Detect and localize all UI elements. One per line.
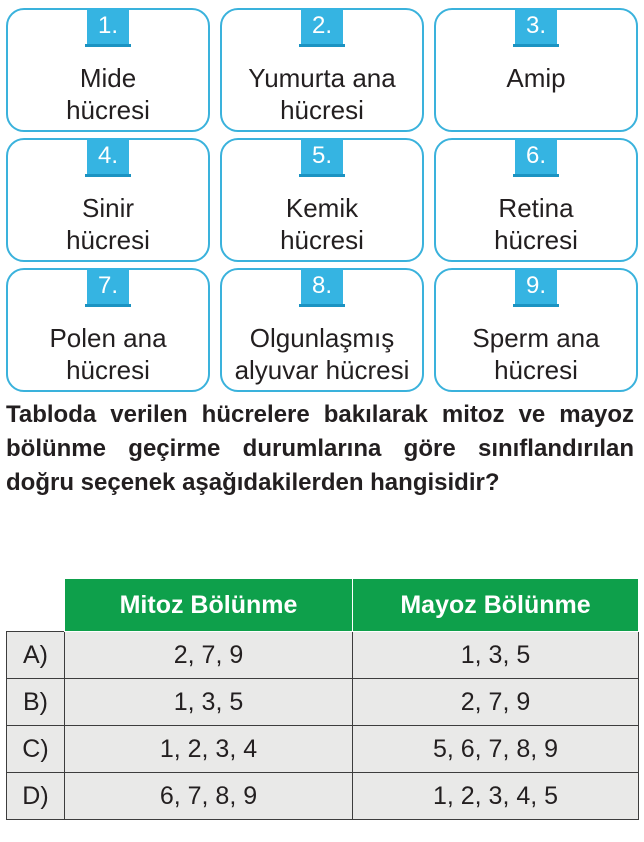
cell-name: Retina hücresi <box>494 193 578 255</box>
options-table <box>6 578 639 820</box>
cell-card <box>6 8 210 132</box>
option-mayoz-value: 1, 2, 3, 4, 5 <box>353 773 639 820</box>
option-row-c[interactable] <box>7 726 639 773</box>
cell-number-badge: 4. <box>87 138 129 174</box>
option-mitoz-value: 6, 7, 8, 9 <box>65 773 353 820</box>
cell-name: Yumurta ana hücresi <box>248 63 396 125</box>
cell-name: Sinir hücresi <box>66 193 150 255</box>
cell-name: Mide hücresi <box>66 63 150 125</box>
cell-number-badge: 2. <box>301 8 343 44</box>
cell-number-badge: 8. <box>301 268 343 304</box>
cell-card <box>6 138 210 262</box>
options-header-row <box>7 579 639 632</box>
question-text: Tabloda verilen hücrelere bakılarak mitoz ve mayoz bölünme geçirme durumlarına göre sınıflandırılan doğru seçenek aşağıdakilerden hangisidir? <box>6 401 634 496</box>
option-mitoz-value: 1, 2, 3, 4 <box>65 726 353 773</box>
cell-card <box>220 138 424 262</box>
cell-number-badge: 6. <box>515 138 557 174</box>
cell-number-badge: 7. <box>87 268 129 304</box>
cell-card <box>434 138 638 262</box>
option-row-d[interactable] <box>7 773 639 820</box>
option-letter[interactable]: C) <box>7 726 65 773</box>
cell-card <box>220 268 424 392</box>
option-letter[interactable]: D) <box>7 773 65 820</box>
option-mayoz-value: 5, 6, 7, 8, 9 <box>353 726 639 773</box>
option-letter[interactable]: B) <box>7 679 65 726</box>
cell-name: Kemik hücresi <box>280 193 364 255</box>
cell-number-badge: 3. <box>515 8 557 44</box>
cell-name: Olgunlaşmış alyuvar hücresi <box>234 323 410 385</box>
cell-grid <box>6 8 638 392</box>
cell-number-badge: 1. <box>87 8 129 44</box>
option-mitoz-value: 2, 7, 9 <box>65 632 353 679</box>
option-mayoz-value: 2, 7, 9 <box>353 679 639 726</box>
header-blank-cell <box>7 579 65 632</box>
option-letter[interactable]: A) <box>7 632 65 679</box>
option-row-a[interactable] <box>7 632 639 679</box>
option-row-b[interactable] <box>7 679 639 726</box>
cell-name: Amip <box>506 63 566 93</box>
cell-card <box>6 268 210 392</box>
cell-card <box>220 8 424 132</box>
option-mitoz-value: 1, 3, 5 <box>65 679 353 726</box>
cell-number-badge: 5. <box>301 138 343 174</box>
cell-number-badge: 9. <box>515 268 557 304</box>
cell-name: Sperm ana hücresi <box>472 323 600 385</box>
option-mayoz-value: 1, 3, 5 <box>353 632 639 679</box>
header-mitoz: Mitoz Bölünme <box>65 579 353 632</box>
cell-card <box>434 268 638 392</box>
cell-name: Polen ana hücresi <box>49 323 167 385</box>
cell-card <box>434 8 638 132</box>
header-mayoz: Mayoz Bölünme <box>353 579 639 632</box>
